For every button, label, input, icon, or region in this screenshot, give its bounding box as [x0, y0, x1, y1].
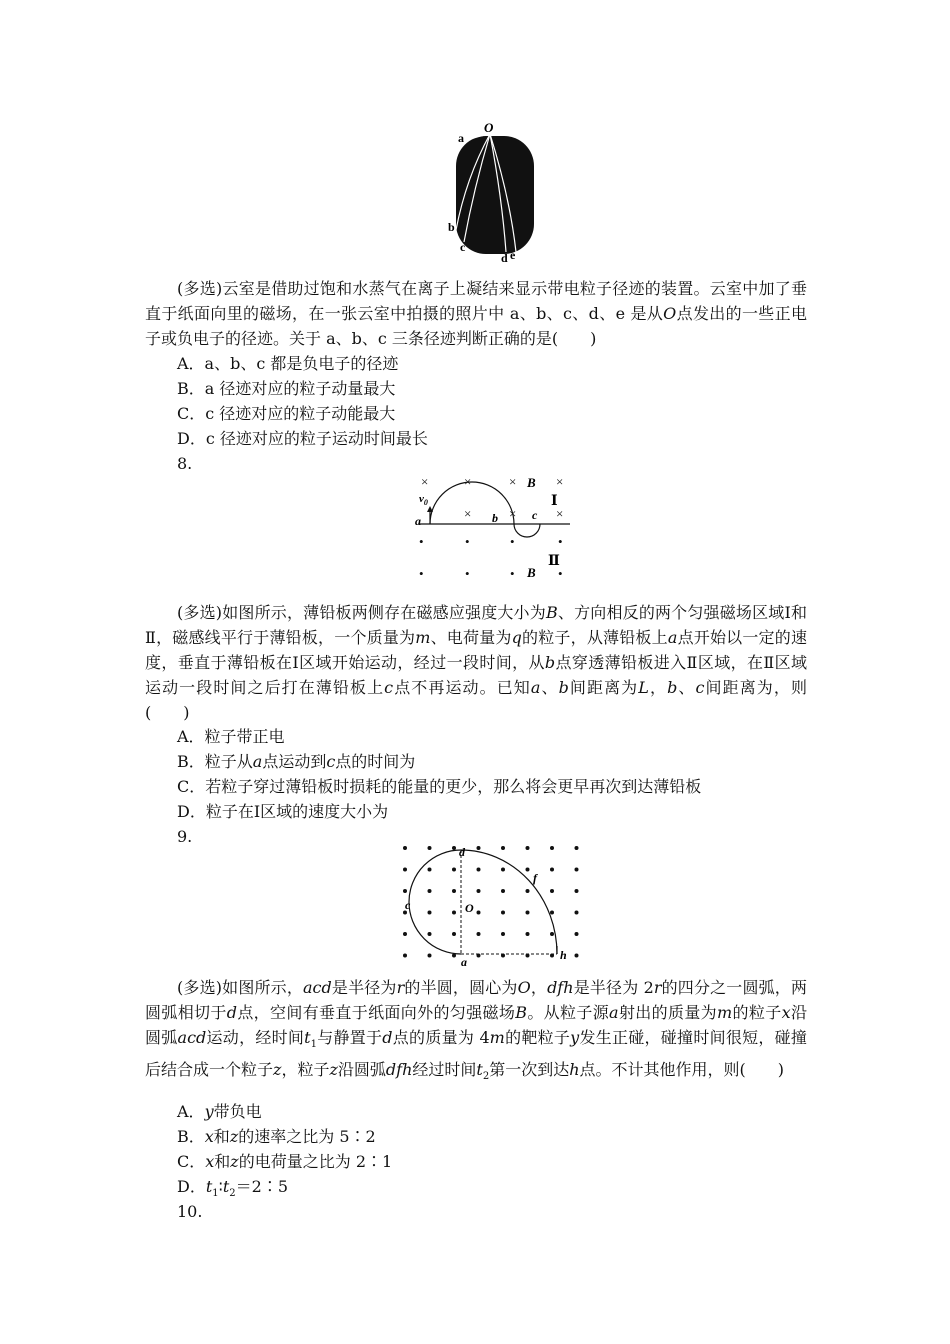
- label-c: c: [460, 240, 466, 254]
- label-v0: $v_0$: [419, 493, 428, 507]
- field-dot: [403, 868, 407, 872]
- q9-option-d: D．$t_1∶t_2=2∶5$: [177, 1177, 289, 1200]
- label-d: d: [501, 251, 508, 265]
- svg-text:×: ×: [556, 506, 564, 521]
- semicircle-arc-figure: [395, 838, 590, 970]
- field-dot: [550, 868, 554, 872]
- label-B-bottom: B: [527, 565, 536, 580]
- q9-number: 9.: [177, 827, 193, 846]
- svg-text:×: ×: [556, 474, 564, 489]
- label-O: O: [465, 901, 474, 915]
- q8-option-c: C．若粒子穿过薄铅板时损耗的能量的更少，那么将会更早再次到达薄铅板: [177, 777, 702, 796]
- label-a: a: [461, 955, 467, 969]
- field-dot: [501, 868, 505, 872]
- field-dot: [428, 846, 432, 850]
- lead-plate-figure: [410, 472, 575, 584]
- label-region2: Ⅱ: [548, 554, 560, 569]
- arc-dfh: [461, 850, 557, 954]
- field-dot: [550, 911, 554, 915]
- field-dot: [526, 868, 530, 872]
- q7-option-c: C．c 径迹对应的粒子动能最大: [177, 404, 396, 423]
- q8-option-d: D．粒子在Ⅰ区域的速度大小为: [177, 802, 389, 821]
- trajectory-region1: [430, 482, 517, 524]
- field-dot: [575, 932, 579, 936]
- svg-text:•: •: [465, 534, 470, 549]
- field-dot: [575, 889, 579, 893]
- field-dot: [526, 932, 530, 936]
- field-dot: [575, 954, 579, 958]
- region2-dots: [419, 534, 563, 581]
- label-c: c: [532, 508, 538, 522]
- field-dot: [501, 846, 505, 850]
- field-dot: [526, 889, 530, 893]
- field-dot: [428, 932, 432, 936]
- field-dot: [477, 889, 481, 893]
- svg-text:×: ×: [421, 474, 429, 489]
- svg-text:×: ×: [509, 506, 517, 521]
- field-dot: [452, 911, 456, 915]
- svg-text:•: •: [465, 566, 470, 581]
- field-dot: [501, 911, 505, 915]
- field-dot: [428, 868, 432, 872]
- q7-option-d: D．c 径迹对应的粒子运动时间最长: [177, 429, 428, 448]
- field-dot: [575, 868, 579, 872]
- field-dot: [452, 932, 456, 936]
- svg-text:•: •: [558, 534, 563, 549]
- field-dot: [550, 932, 554, 936]
- q9-option-c: C．x和z的电荷量之比为 2∶1: [177, 1152, 393, 1171]
- cloud-chamber-body: [456, 136, 534, 254]
- label-O: O: [484, 120, 494, 135]
- cloud-chamber-figure: [440, 118, 550, 268]
- q10-number: 10.: [177, 1202, 203, 1221]
- svg-text:•: •: [419, 566, 424, 581]
- label-B-top: B: [527, 475, 536, 490]
- field-dot: [477, 846, 481, 850]
- q7-stem: (多选)云室是借助过饱和水蒸气在离子上凝结来显示带电粒子径迹的装置。云室中加了垂直于纸面向里的磁场，在一张云室中拍摄的照片中 a、b、c、d、e 是从O点发出的一些正电子或负电子的径迹。关于 a、b、c 三条径迹判断正确的是( ): [145, 279, 807, 348]
- field-dot: [550, 889, 554, 893]
- field-dot: [452, 846, 456, 850]
- q8-option-b: B．粒子从a点运动到c点的时间为: [177, 752, 416, 771]
- label-a: a: [458, 131, 464, 145]
- q7-option-a: A．a、b、c 都是负电子的径迹: [177, 354, 399, 373]
- field-dot: [452, 868, 456, 872]
- label-region1: Ⅰ: [551, 494, 558, 509]
- q8-number: 8.: [177, 454, 193, 473]
- field-dot: [477, 911, 481, 915]
- field-dot: [428, 911, 432, 915]
- field-dot: [550, 846, 554, 850]
- field-dot: [526, 911, 530, 915]
- q9-option-a: A．y带负电: [177, 1102, 262, 1121]
- field-dot: [575, 911, 579, 915]
- svg-text:×: ×: [509, 474, 517, 489]
- trajectory-region2: [514, 524, 540, 537]
- field-dot: [501, 889, 505, 893]
- field-dot: [428, 889, 432, 893]
- q8-stem: (多选)如图所示，薄铅板两侧存在磁感应强度大小为B、方向相反的两个匀强磁场区域Ⅰ和Ⅱ，磁感线平行于薄铅板，一个质量为m、电荷量为q的粒子，从薄铅板上a点开始以一定的速度，垂直于薄铅板在Ⅰ区域开始运动，经过一段时间，从b点穿透薄铅板进入Ⅱ区域，在Ⅱ区域运动一段时间之后打在薄铅板上c点不再运动。已知a、b间距离为L，b、c间距离为，则( ): [145, 603, 807, 722]
- field-dot: [501, 932, 505, 936]
- field-dot: [403, 954, 407, 958]
- field-dot: [403, 889, 407, 893]
- q9-option-b: B．x和z的速率之比为 5∶2: [177, 1127, 376, 1146]
- field-dot: [477, 868, 481, 872]
- q7-option-b: B．a 径迹对应的粒子动量最大: [177, 379, 396, 398]
- field-dot: [428, 954, 432, 958]
- field-dot: [526, 846, 530, 850]
- arc-acd: [409, 850, 461, 954]
- svg-text:×: ×: [464, 506, 472, 521]
- field-dot: [452, 889, 456, 893]
- q8-option-a: A．粒子带正电: [177, 727, 285, 746]
- magnetic-field-dots: [403, 846, 579, 958]
- field-dot: [403, 846, 407, 850]
- label-b: b: [448, 220, 455, 234]
- svg-text:•: •: [558, 566, 563, 581]
- label-d: d: [459, 845, 465, 859]
- field-dot: [477, 932, 481, 936]
- label-b: b: [492, 511, 498, 525]
- field-dot: [403, 932, 407, 936]
- field-dot: [575, 846, 579, 850]
- label-c: c: [405, 898, 411, 912]
- svg-text:×: ×: [464, 474, 472, 489]
- label-f: f: [533, 871, 537, 885]
- label-e: e: [510, 248, 516, 262]
- svg-text:•: •: [510, 534, 515, 549]
- svg-text:•: •: [419, 534, 424, 549]
- q9-stem: (多选)如图所示，acd是半径为r的半圆，圆心为O，dfh是半径为 2r的四分之一圆弧，两圆弧相切于d点，空间有垂直于纸面向外的匀强磁场B。从粒子源a射出的质量为m的粒子x沿圆弧acd运动，经时间$t_1$与静置于d点的质量为 4m的靶粒子y发生正碰，碰撞时间很短，碰撞后结合成一个粒子z，粒子z沿圆弧dfh经过时间$t_2$第一次到达h点。不计其他作用，则( ): [145, 978, 807, 1083]
- label-h: h: [560, 948, 567, 962]
- label-a: a: [415, 514, 421, 528]
- svg-text:•: •: [510, 566, 515, 581]
